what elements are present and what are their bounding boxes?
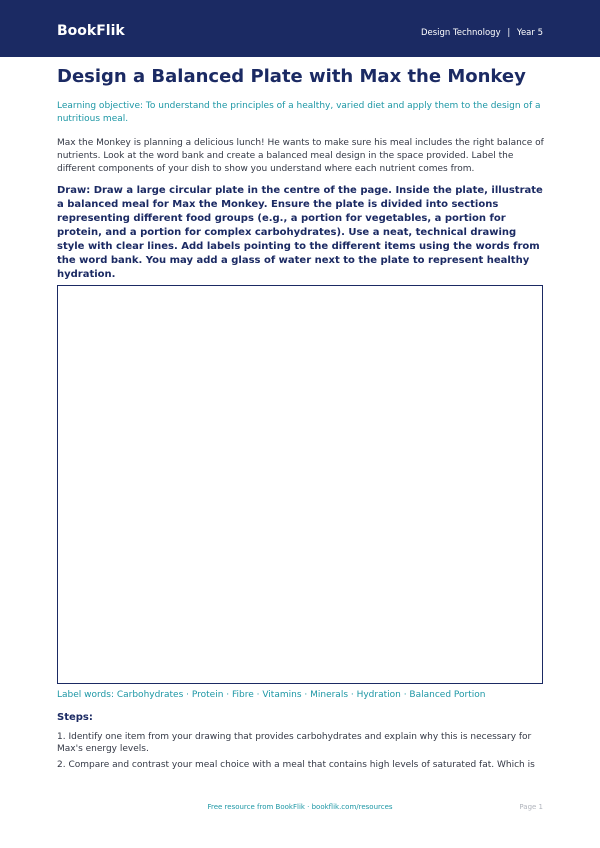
header-meta xyxy=(421,28,543,38)
page-number: Page 1 xyxy=(519,803,543,811)
steps-list xyxy=(57,731,547,775)
steps-heading: Steps: xyxy=(57,712,93,723)
draw-instruction: Draw: Draw a large circular plate in the centre of the page. Inside the plate, illustrate a balanced meal for Max the Monkey. Ensure the plate is divided into sections representing different food groups (e.g., a portion for vegetables, a portion for protein, and a portion for complex carbohydrates). Use a neat, technical drawing style with clear lines. Add labels pointing to the different items using the words from the word bank. You may add a glass of water next to the plate to represent healthy hydration. xyxy=(57,185,543,280)
word-bank: Label words: Carbohydrates · Protein · Fibre · Vitamins · Minerals · Hydration · Balanced Portion xyxy=(57,690,486,700)
header-separator: | xyxy=(507,28,511,38)
subject-label: Design Technology xyxy=(420,28,501,38)
step-item: 2. Compare and contrast your meal choice with a meal that contains high levels of saturated fat. Which is xyxy=(57,760,535,770)
step-item: 1. Identify one item from your drawing that provides carbohydrates and explain why this is necessary for Max's energy levels. xyxy=(57,732,532,754)
intro-paragraph: Max the Monkey is planning a delicious lunch! He wants to make sure his meal includes the right balance of nutrients. Look at the word bank and create a balanced meal design in the space provided. Label the different components of your dish to show you understand where each nutrient comes from. xyxy=(57,138,544,174)
footer-text: Free resource from BookFlik · bookflik.com/resources xyxy=(207,803,393,811)
brand-logo: BookFlik xyxy=(57,23,125,39)
drawing-area[interactable] xyxy=(57,285,543,684)
page-title: Design a Balanced Plate with Max the Monkey xyxy=(57,66,526,87)
year-label: Year 5 xyxy=(516,28,543,38)
header-bar xyxy=(0,0,600,57)
learning-objective: Learning objective: To understand the principles of a healthy, varied diet and apply them to the design of a nutritious meal. xyxy=(57,101,541,124)
